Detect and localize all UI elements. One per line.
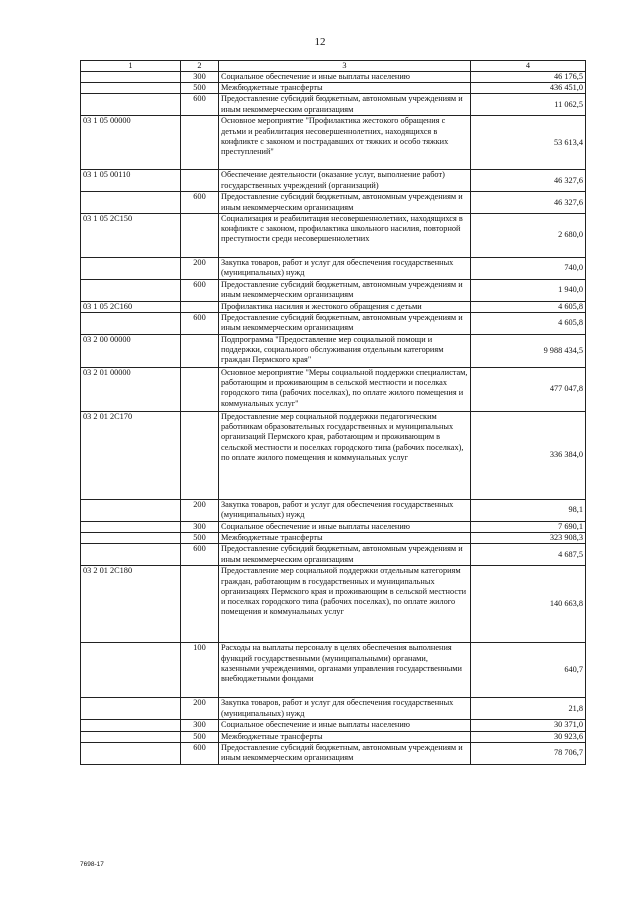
row-type-cell: 500 — [181, 83, 219, 94]
row-amount-cell: 2 680,0 — [471, 213, 586, 257]
table-row — [81, 192, 586, 213]
table-row — [81, 533, 586, 544]
row-code-cell — [81, 94, 181, 116]
row-type-cell: 500 — [181, 533, 219, 544]
row-amount-cell: 140 663,8 — [471, 566, 586, 643]
table-row — [81, 500, 586, 522]
table-row — [81, 720, 586, 731]
table-row — [81, 257, 586, 279]
row-amount-cell: 640,7 — [471, 643, 586, 698]
header-col-2: 2 — [181, 61, 219, 72]
table-row — [81, 94, 586, 116]
table-row — [81, 643, 586, 698]
row-description-cell: Предоставление субсидий бюджетным, автономным учреждениям и иным некоммерческим организациям — [219, 94, 471, 116]
row-amount-cell: 78 706,7 — [471, 742, 586, 764]
row-amount-cell: 1 940,0 — [471, 279, 586, 301]
row-description-cell: Расходы на выплаты персоналу в целях обеспечения выполнения функций государственными (муниципальными) органами, казенными учреждениями, органами управления государственными внебюджетными фондами — [219, 643, 471, 698]
table-row — [81, 170, 586, 192]
footer-code: 7698-17 — [80, 861, 104, 868]
row-type-cell: 200 — [181, 257, 219, 279]
row-type-cell — [181, 566, 219, 643]
row-type-cell: 200 — [181, 698, 219, 720]
row-amount-cell: 323 908,3 — [471, 533, 586, 544]
row-amount-cell: 4 605,8 — [471, 313, 586, 335]
table-row — [81, 301, 586, 312]
table-row — [81, 279, 586, 301]
table-row — [81, 335, 586, 368]
row-type-cell: 200 — [181, 500, 219, 522]
row-code-cell: 03 2 01 2С180 — [81, 566, 181, 643]
row-amount-cell: 30 371,0 — [471, 720, 586, 731]
row-description-cell: Предоставление мер социальной поддержки отдельным категориям граждан, работающим в государственных и муниципальных организациях Пермского края и проживающим в сельской местности и поселках городского типа (рабочих поселках), по оплате жилого помещения и коммунальных услуг — [219, 566, 471, 643]
row-amount-cell: 30 923,6 — [471, 731, 586, 742]
row-type-cell: 600 — [181, 94, 219, 116]
row-code-cell — [81, 731, 181, 742]
row-type-cell — [181, 116, 219, 170]
row-type-cell — [181, 301, 219, 312]
table-row — [81, 698, 586, 720]
row-code-cell — [81, 500, 181, 522]
row-type-cell: 100 — [181, 643, 219, 698]
header-col-4: 4 — [471, 61, 586, 72]
row-description-cell: Социальное обеспечение и иные выплаты населению — [219, 720, 471, 731]
row-amount-cell: 336 384,0 — [471, 412, 586, 500]
row-code-cell — [81, 72, 181, 83]
row-description-cell: Межбюджетные трансферты — [219, 533, 471, 544]
row-code-cell — [81, 544, 181, 566]
row-code-cell: 03 2 00 00000 — [81, 335, 181, 368]
row-code-cell: 03 1 05 00000 — [81, 116, 181, 170]
row-code-cell — [81, 279, 181, 301]
row-description-cell: Социализация и реабилитация несовершеннолетних, находящихся в конфликте с законом, профилактика школьного насилия, повторной преступности среди несовершеннолетних — [219, 213, 471, 257]
table-row — [81, 72, 586, 83]
row-amount-cell: 7 690,1 — [471, 522, 586, 533]
table-row — [81, 313, 586, 335]
header-col-3: 3 — [219, 61, 471, 72]
row-type-cell — [181, 170, 219, 192]
row-type-cell — [181, 412, 219, 500]
row-type-cell: 600 — [181, 313, 219, 335]
budget-table — [80, 60, 586, 765]
row-type-cell: 500 — [181, 731, 219, 742]
row-amount-cell: 740,0 — [471, 257, 586, 279]
row-description-cell: Закупка товаров, работ и услуг для обеспечения государственных (муниципальных) нужд — [219, 257, 471, 279]
row-description-cell: Закупка товаров, работ и услуг для обеспечения государственных (муниципальных) нужд — [219, 500, 471, 522]
row-type-cell — [181, 213, 219, 257]
row-code-cell — [81, 522, 181, 533]
row-type-cell: 300 — [181, 522, 219, 533]
row-description-cell: Основное мероприятие "Меры социальной поддержки специалистам, работающим и проживающим в сельской местности и поселках городского типа (рабочих поселках), по оплате жилого помещения и коммунальных услуг" — [219, 368, 471, 412]
row-code-cell: 03 1 05 00110 — [81, 170, 181, 192]
table-row — [81, 213, 586, 257]
row-code-cell: 03 1 05 2С160 — [81, 301, 181, 312]
table-row — [81, 412, 586, 500]
row-description-cell: Социальное обеспечение и иные выплаты населению — [219, 72, 471, 83]
row-description-cell: Предоставление мер социальной поддержки педагогическим работникам образовательных государственных и муниципальных организаций Пермского края, работающим и проживающим в сельской местности и поселках городского типа (рабочих поселках), по оплате жилого помещения и коммунальных услуг — [219, 412, 471, 500]
row-type-cell: 600 — [181, 279, 219, 301]
row-description-cell: Предоставление субсидий бюджетным, автономным учреждениям и иным некоммерческим организациям — [219, 279, 471, 301]
row-code-cell — [81, 698, 181, 720]
row-amount-cell: 9 988 434,5 — [471, 335, 586, 368]
table-header-row — [81, 61, 586, 72]
row-type-cell: 600 — [181, 192, 219, 213]
row-type-cell: 300 — [181, 72, 219, 83]
row-code-cell: 03 1 05 2С150 — [81, 213, 181, 257]
row-code-cell — [81, 720, 181, 731]
row-description-cell: Предоставление субсидий бюджетным, автономным учреждениям и иным некоммерческим организациям — [219, 544, 471, 566]
table-row — [81, 83, 586, 94]
row-amount-cell: 46 327,6 — [471, 170, 586, 192]
row-type-cell: 300 — [181, 720, 219, 731]
row-amount-cell: 477 047,8 — [471, 368, 586, 412]
row-amount-cell: 21,8 — [471, 698, 586, 720]
row-amount-cell: 4 687,5 — [471, 544, 586, 566]
row-amount-cell: 4 605,8 — [471, 301, 586, 312]
row-type-cell — [181, 335, 219, 368]
table-row — [81, 368, 586, 412]
row-description-cell: Межбюджетные трансферты — [219, 83, 471, 94]
row-description-cell: Предоставление субсидий бюджетным, автономным учреждениям и иным некоммерческим организациям — [219, 313, 471, 335]
row-code-cell — [81, 742, 181, 764]
row-description-cell: Профилактика насилия и жестокого обращения с детьми — [219, 301, 471, 312]
table-row — [81, 566, 586, 643]
row-code-cell — [81, 257, 181, 279]
row-description-cell: Предоставление субсидий бюджетным, автономным учреждениям и иным некоммерческим организациям — [219, 192, 471, 213]
row-code-cell — [81, 533, 181, 544]
row-code-cell: 03 2 01 2С170 — [81, 412, 181, 500]
row-amount-cell: 436 451,0 — [471, 83, 586, 94]
row-type-cell — [181, 368, 219, 412]
row-code-cell — [81, 313, 181, 335]
row-amount-cell: 46 327,6 — [471, 192, 586, 213]
row-amount-cell: 11 062,5 — [471, 94, 586, 116]
row-code-cell — [81, 643, 181, 698]
row-amount-cell: 53 613,4 — [471, 116, 586, 170]
table-row — [81, 742, 586, 764]
table-row — [81, 544, 586, 566]
row-amount-cell: 46 176,5 — [471, 72, 586, 83]
row-type-cell: 600 — [181, 742, 219, 764]
table-row — [81, 522, 586, 533]
table-row — [81, 116, 586, 170]
header-col-1: 1 — [81, 61, 181, 72]
row-description-cell: Социальное обеспечение и иные выплаты населению — [219, 522, 471, 533]
table-row — [81, 731, 586, 742]
row-description-cell: Подпрограмма "Предоставление мер социальной помощи и поддержки, социального обслуживания отдельным категориям граждан Пермского края" — [219, 335, 471, 368]
row-amount-cell: 98,1 — [471, 500, 586, 522]
row-description-cell: Основное мероприятие "Профилактика жестокого обращения с детьми и реабилитация несовершеннолетних, находящихся в конфликте с законом и пострадавших от тяжких и особо тяжких преступлений" — [219, 116, 471, 170]
row-type-cell: 600 — [181, 544, 219, 566]
row-description-cell: Закупка товаров, работ и услуг для обеспечения государственных (муниципальных) нужд — [219, 698, 471, 720]
row-code-cell — [81, 83, 181, 94]
page-number: 12 — [314, 36, 326, 48]
row-description-cell: Обеспечение деятельности (оказание услуг, выполнение работ) государственных учреждений (организаций) — [219, 170, 471, 192]
row-description-cell: Предоставление субсидий бюджетным, автономным учреждениям и иным некоммерческим организациям — [219, 742, 471, 764]
row-code-cell — [81, 192, 181, 213]
row-description-cell: Межбюджетные трансферты — [219, 731, 471, 742]
row-code-cell: 03 2 01 00000 — [81, 368, 181, 412]
